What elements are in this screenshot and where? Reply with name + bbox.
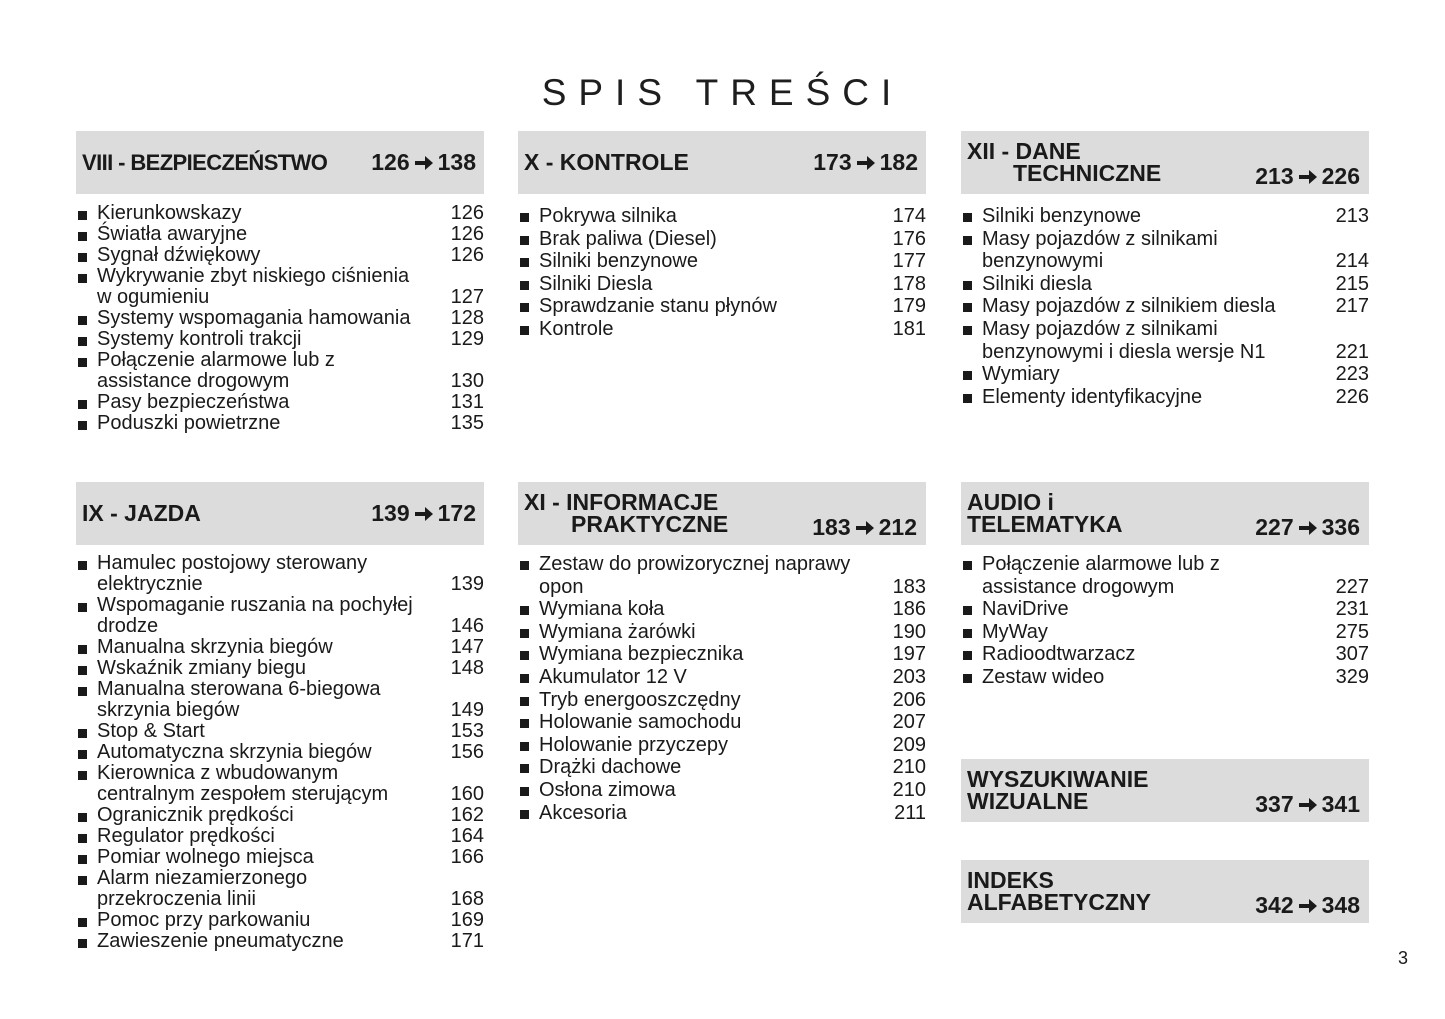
entry-page: 160 [450, 783, 484, 805]
right-arrow-icon [1298, 519, 1318, 537]
entry-label: Wymiana koła [539, 598, 665, 621]
entry-page: 210 [892, 756, 926, 779]
entry-label: Elementy identyfikacyjne [982, 385, 1203, 408]
toc-entry[interactable] [518, 228, 926, 251]
toc-entry[interactable] [518, 553, 926, 598]
entry-label: Poduszki powietrzne [97, 412, 281, 434]
toc-entry[interactable] [76, 658, 484, 679]
entry-page: 190 [892, 620, 926, 643]
entry-label: Alarm niezamierzonego przekroczenia linii [97, 867, 308, 910]
section-title-line1: WYSZUKIWANIE [967, 766, 1149, 792]
section-header[interactable] [961, 482, 1369, 545]
entry-label: Zestaw do prowizorycznej naprawy opon [539, 553, 851, 598]
section-audio [961, 482, 1369, 689]
entry-label: NaviDrive [982, 598, 1069, 621]
toc-entry[interactable] [76, 637, 484, 658]
toc-entry[interactable] [518, 598, 926, 621]
entry-label: Kontrole [539, 317, 614, 340]
section-viii [76, 131, 484, 434]
entry-page: 206 [892, 688, 926, 711]
entry-page: 214 [1335, 250, 1369, 273]
entry-label: Wymiana żarówki [539, 620, 696, 643]
entry-label: Światła awaryjne [97, 223, 248, 245]
section-header[interactable] [961, 131, 1369, 194]
toc-entry[interactable] [961, 205, 1369, 228]
entry-page: 130 [450, 370, 484, 392]
toc-entry[interactable] [961, 228, 1369, 273]
entry-page: 227 [1335, 575, 1369, 598]
toc-entry[interactable] [76, 742, 484, 763]
entry-label: Zawieszenie pneumatyczne [97, 930, 344, 952]
entry-list [961, 205, 1369, 408]
toc-entry[interactable] [76, 931, 484, 952]
page-range: 183 212 [812, 514, 917, 540]
entry-label: Pomiar wolnego miejsca [97, 846, 314, 868]
entry-page: 171 [450, 930, 484, 952]
toc-entry[interactable] [76, 245, 484, 266]
toc-entry[interactable] [76, 595, 484, 637]
entry-page: 213 [1335, 205, 1369, 227]
entry-page: 135 [450, 412, 484, 434]
toc-entry[interactable] [76, 350, 484, 392]
entry-label: Połączenie alarmowe lub z assistance drogowym [982, 553, 1220, 598]
toc-entry[interactable] [76, 329, 484, 350]
entry-label: Silniki benzynowe [539, 250, 698, 273]
entry-page: 186 [892, 598, 926, 621]
toc-entry[interactable] [961, 363, 1369, 386]
page-number: 3 [1398, 948, 1409, 968]
entry-label: Sygnał dźwiękowy [97, 244, 261, 266]
page-range: 227 336 [1255, 514, 1360, 540]
entry-page: 164 [450, 825, 484, 847]
entry-page: 126 [450, 244, 484, 266]
entry-page: 153 [450, 720, 484, 742]
toc-entry[interactable] [76, 826, 484, 847]
right-arrow-icon [1298, 796, 1318, 814]
entry-label: Hamulec postojowy sterowany elektrycznie [97, 552, 368, 595]
toc-entry[interactable] [518, 621, 926, 644]
entry-page: 126 [450, 202, 484, 224]
entry-page: 126 [450, 223, 484, 245]
entry-page: 197 [892, 643, 926, 666]
toc-entry[interactable] [76, 224, 484, 245]
entry-label: Połączenie alarmowe lub z assistance drogowym [97, 349, 335, 392]
section-title-line2: ALFABETYCZNY [967, 889, 1151, 915]
toc-entry[interactable] [518, 295, 926, 318]
section-xi [518, 482, 926, 824]
section-title: IX - JAZDA [82, 500, 201, 526]
right-arrow-icon [855, 519, 875, 537]
toc-entry[interactable] [518, 779, 926, 802]
entry-label: Sprawdzanie stanu płynów [539, 295, 777, 318]
toc-entry[interactable] [961, 598, 1369, 621]
section-title-line2: TECHNICZNE [1013, 160, 1162, 186]
section-title: VIII - BEZPIECZEŃSTWO [82, 149, 328, 175]
entry-label: Akumulator 12 V [539, 665, 687, 688]
entry-label: Pasy bezpieczeństwa [97, 391, 290, 413]
entry-label: Akcesoria [539, 801, 627, 824]
entry-page: 307 [1335, 643, 1369, 666]
toc-entry[interactable] [76, 553, 484, 595]
toc-entry[interactable] [518, 205, 926, 228]
toc-entry[interactable] [76, 413, 484, 434]
toc-entry[interactable] [518, 643, 926, 666]
entry-page: 179 [892, 295, 926, 318]
entry-page: 156 [450, 741, 484, 763]
entry-label: Pomoc przy parkowaniu [97, 909, 311, 931]
section-header[interactable] [961, 860, 1369, 923]
entry-label: Pokrywa silnika [539, 205, 677, 227]
entry-page: 275 [1335, 620, 1369, 643]
entry-label: Masy pojazdów z silnikami benzynowymi [982, 227, 1218, 273]
right-arrow-icon [1298, 168, 1318, 186]
entry-page: 223 [1335, 363, 1369, 386]
entry-page: 174 [892, 205, 926, 227]
entry-page: 215 [1335, 272, 1369, 295]
toc-entry[interactable] [76, 763, 484, 805]
entry-page: 183 [892, 575, 926, 598]
toc-entry[interactable] [961, 666, 1369, 689]
entry-page: 176 [892, 227, 926, 250]
right-arrow-icon [414, 154, 434, 172]
toc-entry[interactable] [961, 295, 1369, 318]
entry-label: Ogranicznik prędkości [97, 804, 294, 826]
entry-label: Kierunkowskazy [97, 202, 242, 224]
section-title-line1: INDEKS [967, 867, 1054, 893]
entry-label: Silniki Diesla [539, 272, 653, 295]
section-xii [961, 131, 1369, 408]
entry-label: Kierownica z wbudowanym centralnym zespołem sterującym [97, 762, 389, 805]
entry-label: Tryb energooszczędny [539, 688, 741, 711]
entry-page: 181 [892, 317, 926, 340]
entry-page: 231 [1335, 598, 1369, 621]
entry-label: Wspomaganie ruszania na pochyłej drodze [97, 594, 413, 637]
toc-entry[interactable] [76, 266, 484, 308]
entry-page: 146 [450, 615, 484, 637]
toc-entry[interactable] [961, 273, 1369, 296]
section-index [961, 860, 1369, 923]
right-arrow-icon [856, 154, 876, 172]
entry-page: 329 [1335, 665, 1369, 688]
entry-label: Silniki benzynowe [982, 205, 1141, 227]
toc-entry[interactable] [76, 679, 484, 721]
entry-page: 210 [892, 778, 926, 801]
page-range: 342 348 [1255, 892, 1360, 918]
entry-page: 147 [450, 636, 484, 658]
entry-list [518, 205, 926, 341]
entry-label: Masy pojazdów z silnikami benzynowymi i diesla wersje N1 [982, 317, 1266, 363]
entry-page: 128 [450, 307, 484, 329]
toc-entry[interactable] [961, 621, 1369, 644]
entry-page: 211 [894, 801, 926, 824]
toc-entry[interactable] [76, 392, 484, 413]
entry-label: Drążki dachowe [539, 756, 682, 779]
section-header[interactable] [76, 131, 484, 194]
section-header[interactable] [961, 759, 1369, 822]
entry-list [961, 553, 1369, 689]
section-title-line2: TELEMATYKA [967, 511, 1123, 537]
toc-entry[interactable] [76, 847, 484, 868]
toc-entry[interactable] [961, 643, 1369, 666]
right-arrow-icon [414, 505, 434, 523]
section-header[interactable] [518, 131, 926, 194]
entry-label: Stop & Start [97, 720, 205, 742]
entry-page: 127 [450, 286, 484, 308]
entry-label: Brak paliwa (Diesel) [539, 227, 717, 250]
section-x [518, 131, 926, 341]
section-header[interactable] [76, 482, 484, 545]
entry-label: Manualna skrzynia biegów [97, 636, 333, 658]
entry-page: 177 [892, 250, 926, 273]
entry-label: Systemy wspomagania hamowania [97, 307, 411, 329]
page-range: 213 226 [1255, 163, 1360, 189]
entry-page: 148 [450, 657, 484, 679]
toc-entry[interactable] [76, 308, 484, 329]
page-range: 126 138 [371, 149, 476, 175]
toc-entry[interactable] [961, 386, 1369, 409]
entry-label: Automatyczna skrzynia biegów [97, 741, 372, 763]
entry-page: 139 [450, 573, 484, 595]
entry-page: 162 [450, 804, 484, 826]
section-title-line1: XI - INFORMACJE [524, 489, 719, 515]
entry-page: 217 [1335, 295, 1369, 318]
section-title: X - KONTROLE [524, 149, 689, 175]
entry-label: Osłona zimowa [539, 778, 676, 801]
entry-page: 129 [450, 328, 484, 350]
section-visual-search [961, 759, 1369, 822]
entry-page: 203 [892, 665, 926, 688]
toc-entry[interactable] [518, 273, 926, 296]
toc-entry[interactable] [76, 805, 484, 826]
toc-entry[interactable] [518, 250, 926, 273]
toc-entry[interactable] [518, 318, 926, 341]
toc-entry[interactable] [76, 910, 484, 931]
toc-entry[interactable] [518, 802, 926, 825]
entry-page: 207 [892, 711, 926, 734]
section-title-line2: WIZUALNE [967, 788, 1089, 814]
entry-label: Wykrywanie zbyt niskiego ciśnienia w ogumieniu [97, 265, 410, 308]
section-title-line2: PRAKTYCZNE [571, 511, 729, 537]
entry-list [518, 553, 926, 824]
entry-label: Radioodtwarzacz [982, 643, 1136, 666]
right-arrow-icon [1298, 897, 1318, 915]
toc-entry[interactable] [518, 756, 926, 779]
toc-entry[interactable] [961, 318, 1369, 363]
page-range: 173 182 [813, 149, 918, 175]
entry-page: 166 [450, 846, 484, 868]
toc-entry[interactable] [76, 203, 484, 224]
entry-label: Manualna sterowana 6-biegowa skrzynia biegów [97, 678, 381, 721]
toc-entry[interactable] [961, 553, 1369, 598]
entry-label: Zestaw wideo [982, 665, 1105, 688]
toc-entry[interactable] [518, 734, 926, 757]
entry-label: Holowanie samochodu [539, 711, 742, 734]
entry-page: 131 [450, 391, 484, 413]
entry-page: 221 [1335, 340, 1369, 363]
toc-entry[interactable] [518, 689, 926, 712]
page-range: 337 341 [1255, 791, 1360, 817]
entry-page: 226 [1335, 385, 1369, 408]
entry-label: Holowanie przyczepy [539, 733, 728, 756]
entry-label: MyWay [982, 620, 1048, 643]
entry-label: Systemy kontroli trakcji [97, 328, 302, 350]
toc-entry[interactable] [518, 666, 926, 689]
entry-label: Masy pojazdów z silnikiem diesla [982, 295, 1276, 318]
toc-entry[interactable] [76, 868, 484, 910]
entry-page: 178 [892, 272, 926, 295]
entry-page: 169 [450, 909, 484, 931]
page-title: SPIS TREŚCI [541, 72, 904, 113]
toc-entry[interactable] [518, 711, 926, 734]
entry-label: Regulator prędkości [97, 825, 275, 847]
entry-label: Wymiana bezpiecznika [539, 643, 744, 666]
entry-label: Wymiary [982, 363, 1060, 386]
entry-label: Wskaźnik zmiany biegu [97, 657, 306, 679]
section-title-line1: AUDIO i [967, 489, 1054, 515]
section-ix [76, 482, 484, 952]
entry-label: Silniki diesla [982, 272, 1093, 295]
toc-entry[interactable] [76, 721, 484, 742]
entry-page: 149 [450, 699, 484, 721]
section-title-line1: XII - DANE [967, 138, 1081, 164]
entry-page: 209 [892, 733, 926, 756]
entry-list [76, 203, 484, 434]
entry-page: 168 [450, 888, 484, 910]
section-header[interactable] [518, 482, 926, 545]
entry-list [76, 553, 484, 952]
page-range: 139 172 [371, 500, 476, 526]
